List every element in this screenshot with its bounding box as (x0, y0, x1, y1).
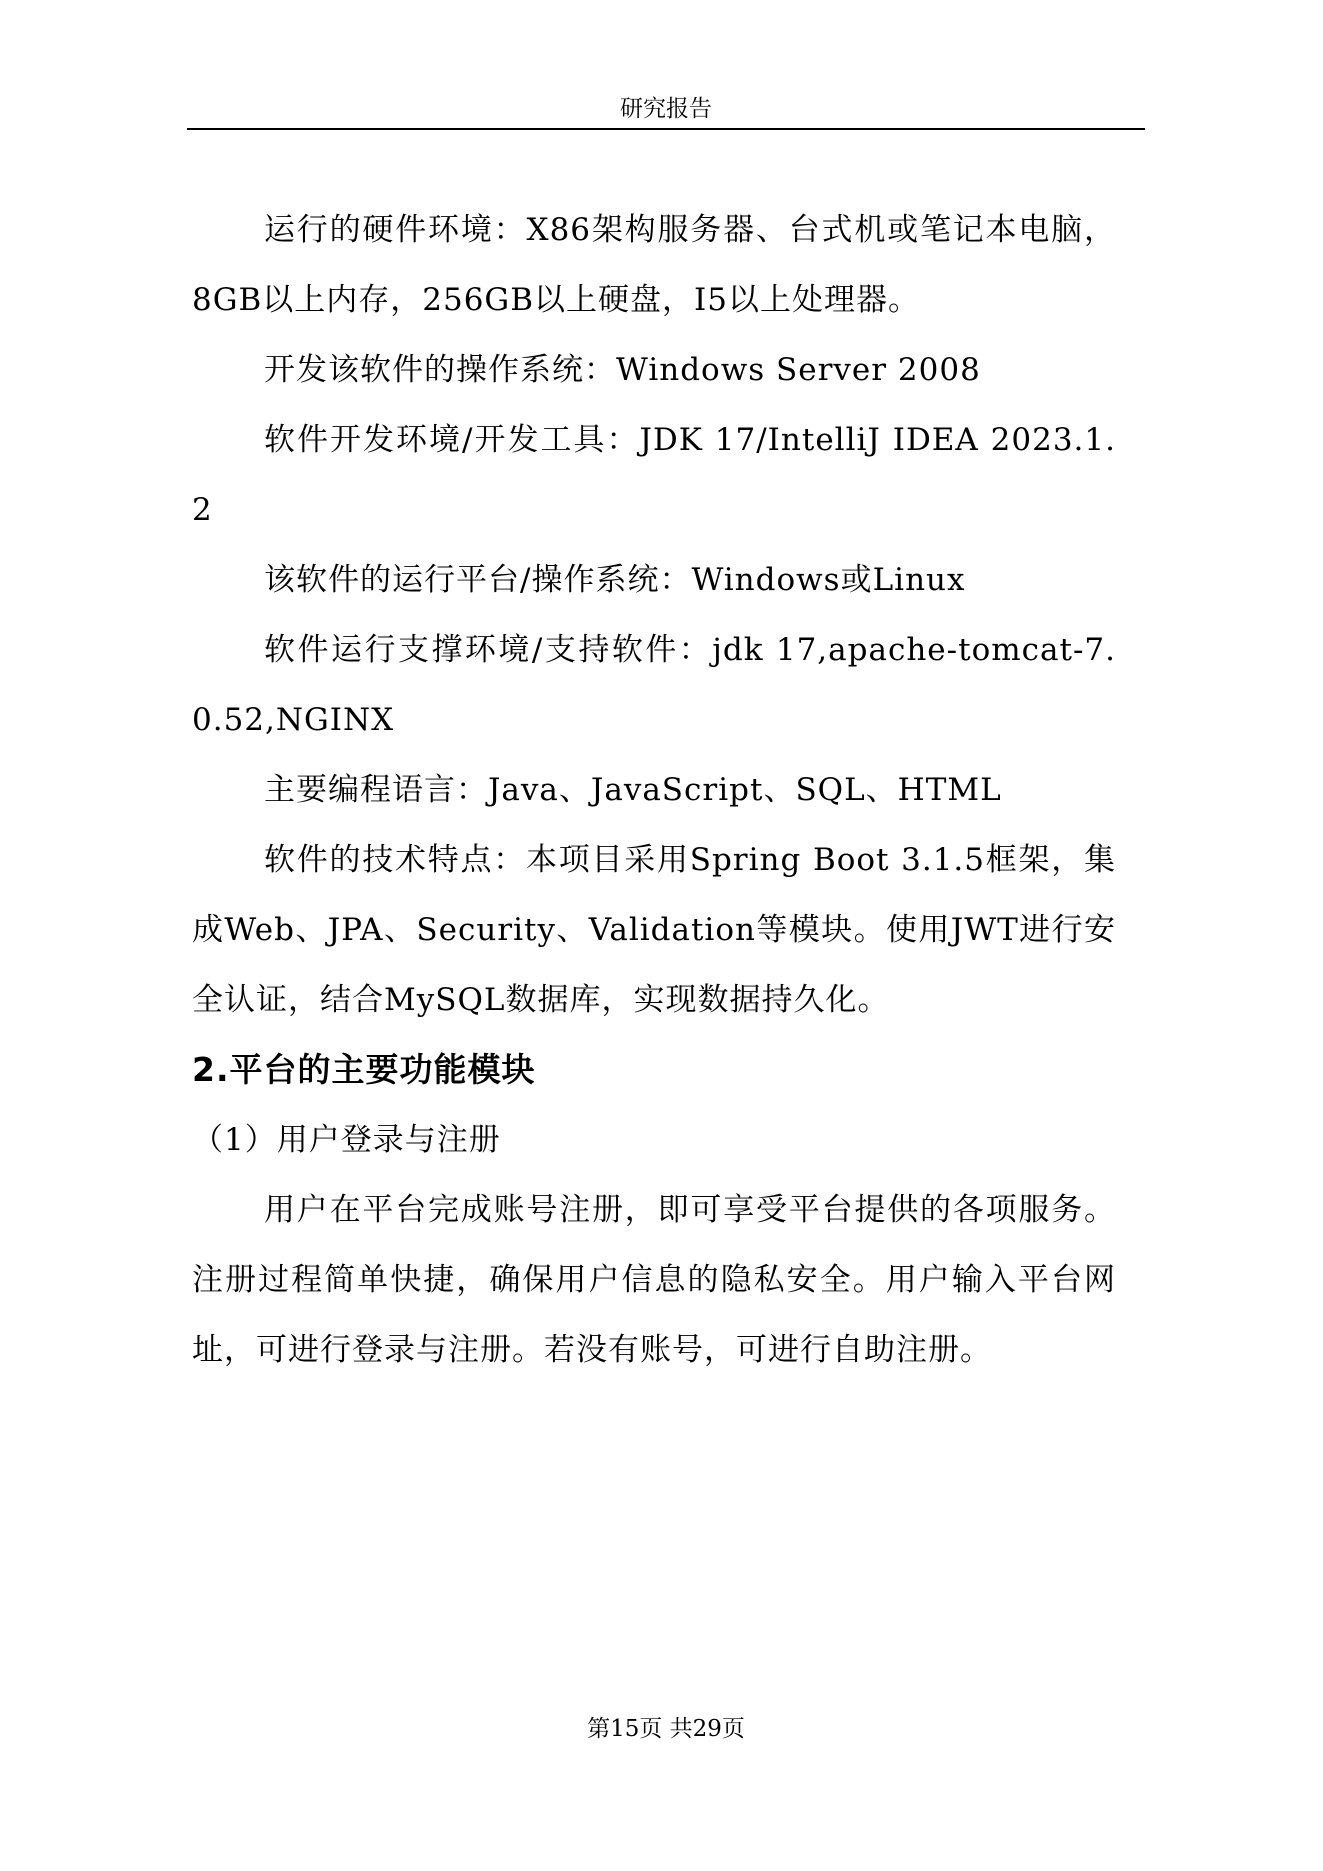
sub-heading: （1）用户登录与注册 (192, 1122, 501, 1158)
paragraph-development-tools: 软件开发环境/开发工具：JDK 17/IntelliJ IDEA 2023.1.2 (192, 422, 1116, 528)
page-header: 研究报告 (620, 96, 712, 122)
page-footer: 第15页 共29页 (587, 1716, 745, 1742)
document-body (192, 195, 1116, 1385)
section-heading: 2.平台的主要功能模块 (192, 1050, 536, 1089)
paragraph-development-os: 开发该软件的操作系统：Windows Server 2008 (264, 352, 981, 388)
paragraph-runtime-platform: 该软件的运行平台/操作系统：Windows或Linux (264, 562, 966, 598)
header-rule (187, 128, 1145, 130)
paragraph-hardware-environment: 运行的硬件环境：X86架构服务器、台式机或笔记本电脑，8GB以上内存，256GB以上硬盘，I5以上处理器。 (192, 212, 1116, 318)
paragraph-technical-features: 软件的技术特点：本项目采用Spring Boot 3.1.5框架，集成Web、JPA、Security、Validation等模块。使用JWT进行安全认证，结合MySQL数据库，实现数据持久化。 (192, 842, 1116, 1018)
paragraph-runtime-support: 软件运行支撑环境/支持软件：jdk 17,apache-tomcat-7.0.52,NGINX (192, 632, 1116, 738)
paragraph-programming-languages: 主要编程语言：Java、JavaScript、SQL、HTML (264, 772, 1002, 808)
paragraph-login-registration: 用户在平台完成账号注册，即可享受平台提供的各项服务。注册过程简单快捷，确保用户信息的隐私安全。用户输入平台网址，可进行登录与注册。若没有账号，可进行自助注册。 (192, 1192, 1116, 1368)
